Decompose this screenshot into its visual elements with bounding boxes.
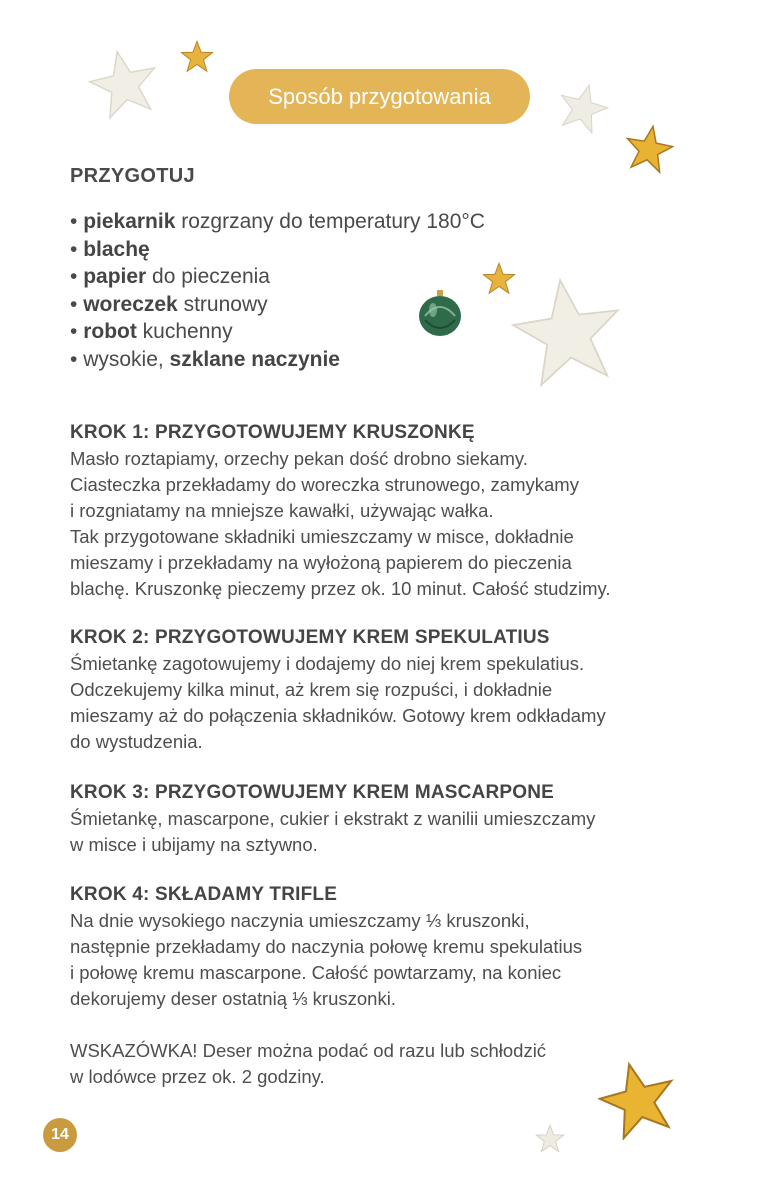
step-title: KROK 4: SKŁADAMY TRIFLE xyxy=(70,884,338,905)
prepare-title: PRZYGOTUJ xyxy=(70,165,195,187)
step-text: Śmietankę zagotowujemy i dodajemy do niej krem spekulatius. Odczekujemy kilka minut, aż krem się rozpuści, i dokładnie mieszamy aż do połączenia składników. Gotowy krem odkładamy do wystudzenia. xyxy=(70,653,606,752)
white-star-icon xyxy=(557,82,609,134)
step-title: KROK 1: PRZYGOTOWUJEMY KRUSZONKĘ xyxy=(70,422,475,443)
list-item: • robot kuchenny xyxy=(70,318,485,346)
step-4 xyxy=(70,882,690,1012)
step-text: Masło roztapiamy, orzechy pekan dość drobno siekamy. Ciasteczka przekładamy do woreczka strunowego, zamykamy i rozgniatamy na mniejsze kawałki, używając wałka. Tak przygotowane składniki umieszczamy w misce, dokładnie mieszamy i przekładamy na wyłożoną papierem do pieczenia blachę. Kruszonkę pieczemy przez ok. 10 minut. Całość studzimy. xyxy=(70,448,611,599)
step-2 xyxy=(70,625,690,755)
white-star-icon xyxy=(535,1124,565,1154)
gold-star-icon xyxy=(624,124,674,174)
list-item: • woreczek strunowy xyxy=(70,291,485,319)
step-3 xyxy=(70,780,690,858)
list-item: • piekarnik rozgrzany do temperatury 180°C xyxy=(70,208,485,236)
white-star-icon xyxy=(88,48,160,120)
list-item: • wysokie, szklane naczynie xyxy=(70,346,485,374)
step-text: Na dnie wysokiego naczynia umieszczamy ⅓ kruszonki, następnie przekładamy do naczynia połowę kremu spekulatius i połowę kremu mascarpone. Całość powtarzamy, na koniec dekorujemy deser ostatnią ⅓ kruszonki. xyxy=(70,910,583,1009)
tip-note: WSKAZÓWKA! Deser można podać od razu lub schłodzić w lodówce przez ok. 2 godziny. xyxy=(70,1040,547,1087)
page-number-badge: 14 xyxy=(43,1118,77,1152)
section-header-pill: Sposób przygotowania xyxy=(229,69,530,124)
step-title: KROK 3: PRZYGOTOWUJEMY KREM MASCARPONE xyxy=(70,782,555,803)
white-star-icon xyxy=(510,275,625,390)
equipment-list xyxy=(70,208,485,373)
step-1 xyxy=(70,420,690,602)
list-item: • papier do pieczenia xyxy=(70,263,485,291)
gold-star-icon xyxy=(180,40,214,74)
step-text: Śmietankę, mascarpone, cukier i ekstrakt z wanilii umieszczamy w misce i ubijamy na sztywno. xyxy=(70,808,596,855)
step-title: KROK 2: PRZYGOTOWUJEMY KREM SPEKULATIUS xyxy=(70,627,550,648)
list-item: • blachę xyxy=(70,236,485,264)
